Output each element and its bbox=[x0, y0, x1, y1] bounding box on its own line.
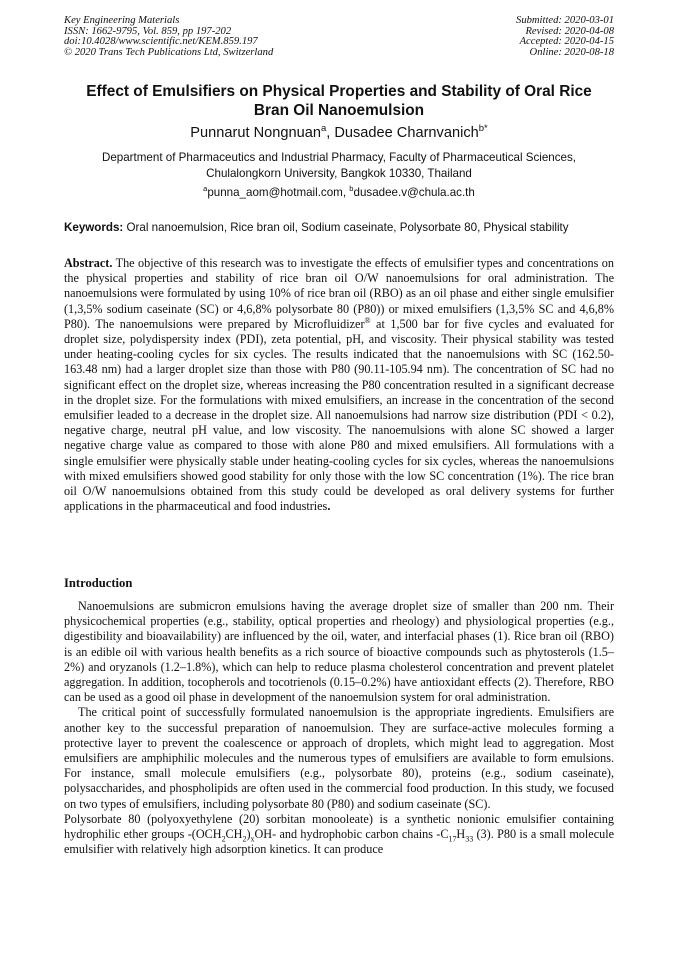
email-b-mark: b bbox=[349, 184, 354, 194]
title-line-1: Effect of Emulsifiers on Physical Properties and Stability of Oral Rice bbox=[86, 83, 592, 100]
abstract-text-2: at 1,500 bar for five cycles and evaluated for droplet size, polydispersity index (PDI), zeta potential, pH, and viscosity. Their physical stability was tested under heating-cooling cycles for six cycles. The results indicated that the nanoemulsions with SC (162.50-163.48 nm) had a larger droplet size than those with P80 (90.11-105.94 nm). The concentration of SC had no significant effect on the droplet size, whereas increasing the P80 concentration resulted in a significant decrease in the droplet size. For the formulations with mixed emulsifiers, an increase in the concentration of the second emulsifier leaded to a decrease in the droplet size. All nanoemulsions had narrow size distribution (PDI < 0.2), negative charge, neutral pH value, and low viscosity. The nanoemulsions with alone SC showed a larger negative charge value as compared to those with alone P80 and mixed emulsifiers. All formulations with a single emulsifier were physically stable under heating-cooling cycles for six cycles, whereas the nanoemulsions with mixed emulsifiers showed good stability for only those with the low SC concentration (1%). The rice bran oil O/W nanoemulsions obtained from this study could be developed as oral delivery systems for further applications in the pharmaceutical and food industries bbox=[64, 316, 614, 514]
p3-sub-2: 2 bbox=[242, 834, 247, 844]
journal-name: Key Engineering Materials bbox=[64, 15, 180, 26]
p3-sub-3: x bbox=[250, 834, 255, 844]
p3-sub-5: 33 bbox=[465, 834, 474, 844]
author-separator: , bbox=[326, 125, 335, 141]
submitted-date: Submitted: 2020-03-01 bbox=[516, 15, 614, 26]
p3-text-d: OH- and hydrophobic carbon chains -C bbox=[254, 827, 449, 842]
email-b[interactable]: dusadee.v@chula.ac.th bbox=[353, 186, 475, 199]
abstract-text-1: The objective of this research was to investigate the effects of emulsifier types and concentrations on the physical properties and stability of rice bran oil O/W nanoemulsions for oral administration. The nanoemulsions were formulated by using 10% of rice bran oil (RBO) as an oil phase and either single emulsifier (1,3,5% sodium caseinate (SC) or 4,6,8% polysorbate 80 (P80)) or mixed emulsifiers (1,3,5% SC and 4,6,8% P80). The nanoemulsions were prepared by Microfluidizer bbox=[64, 256, 614, 331]
keywords-label: Keywords: bbox=[64, 221, 124, 234]
keywords-text: Oral nanoemulsion, Rice bran oil, Sodium caseinate, Polysorbate 80, Physical stability bbox=[123, 221, 569, 234]
abstract-label: Abstract. bbox=[64, 256, 113, 270]
author-1-affil-mark: a bbox=[320, 123, 327, 135]
revised-date: Revised: 2020-04-08 bbox=[525, 25, 614, 37]
dates-info bbox=[516, 16, 614, 58]
paper-title bbox=[64, 82, 614, 120]
p3-text-f: (3). P80 is a small molecule emulsifier with relatively high adsorption kinetics. It can produce bbox=[64, 827, 614, 857]
doi-line: doi:10.4028/www.scientific.net/KEM.859.197 bbox=[64, 36, 258, 48]
p3-text-b: CH bbox=[225, 827, 243, 842]
copyright-line: © 2020 Trans Tech Publications Ltd, Switzerland bbox=[64, 46, 274, 58]
p3-text-e: H bbox=[456, 827, 466, 842]
p3-sub-4: 17 bbox=[448, 834, 457, 844]
journal-info bbox=[64, 16, 273, 58]
intro-paragraph-3 bbox=[64, 812, 614, 858]
accepted-date: Accepted: 2020-04-15 bbox=[519, 36, 614, 48]
p3-text-a: Polysorbate 80 (polyoxyethylene (20) sorbitan monooleate) is a synthetic nonionic emulsifier containing hydrophilic ether groups -(OCH bbox=[64, 811, 614, 842]
email-separator: , bbox=[342, 186, 350, 199]
affiliation bbox=[64, 150, 614, 181]
email-a[interactable]: punna_aom@hotmail.com bbox=[207, 186, 343, 199]
email-a-mark: a bbox=[203, 184, 208, 194]
abstract-end: . bbox=[327, 499, 331, 514]
introduction-heading: Introduction bbox=[64, 576, 133, 590]
issn-line: ISSN: 1662-9795, Vol. 859, pp 197-202 bbox=[64, 25, 232, 37]
author-2-affil-mark: b* bbox=[478, 123, 488, 135]
authors bbox=[64, 124, 614, 142]
author-emails bbox=[64, 186, 614, 200]
keywords bbox=[64, 221, 624, 235]
title-line-2: Bran Oil Nanoemulsion bbox=[253, 102, 425, 119]
abstract bbox=[64, 256, 614, 514]
author-1: Punnarut Nongnuan bbox=[190, 125, 321, 141]
affiliation-line-1: Department of Pharmaceutics and Industrial Pharmacy, Faculty of Pharmaceutical Sciences, bbox=[101, 151, 577, 164]
registered-mark: ® bbox=[364, 315, 371, 325]
p3-sub-1: 2 bbox=[221, 834, 226, 844]
introduction-body bbox=[64, 599, 614, 857]
affiliation-line-2: Chulalongkorn University, Bangkok 10330, Thailand bbox=[206, 166, 472, 180]
p3-text-c: ) bbox=[246, 827, 251, 842]
intro-paragraph-1: Nanoemulsions are submicron emulsions having the average droplet size of smaller than 200 nm. Their physicochemical properties (e.g., stability, optical properties and rheology) and physiological properties (e.g., digestibility and bioavailability) are influenced by the oil, water, and interfacial phases (1). Rice bran oil (RBO) is an edible oil with various health benefits as a rich source of bioactive compounds such as phytosterols (1.5–2%) and oryzanols (1.2–1.8%), which can help to reduce plasma cholesterol concentration and prevent platelet aggregation. In addition, tocopherols and tocotrienols (0.15–0.2%) have antioxidant effects (2). Therefore, RBO can be used as a good oil phase in development of the nanoemulsion system for oral administration. bbox=[64, 599, 614, 705]
author-2: Dusadee Charnvanich bbox=[334, 125, 479, 141]
intro-paragraph-2: The critical point of successfully formulated nanoemulsion is the appropriate ingredients. Emulsifiers are another key to the successful preparation of nanoemulsion. They are surface-active molecules forming a protective layer to prevent the coalescence or approach of droplets, which might lead to aggregation. Most emulsifiers are amphiphilic molecules and the numerous types of emulsifiers are available to form emulsions. For instance, small molecule emulsifiers (e.g., polysorbate 80), proteins (e.g., sodium caseinate), polysaccharides, and phospholipids are often used in the commercial food production. In this study, we focused on two types of emulsifiers, including polysorbate 80 (P80) and sodium caseinate (SC). bbox=[64, 705, 614, 811]
online-date: Online: 2020-08-18 bbox=[529, 46, 614, 58]
